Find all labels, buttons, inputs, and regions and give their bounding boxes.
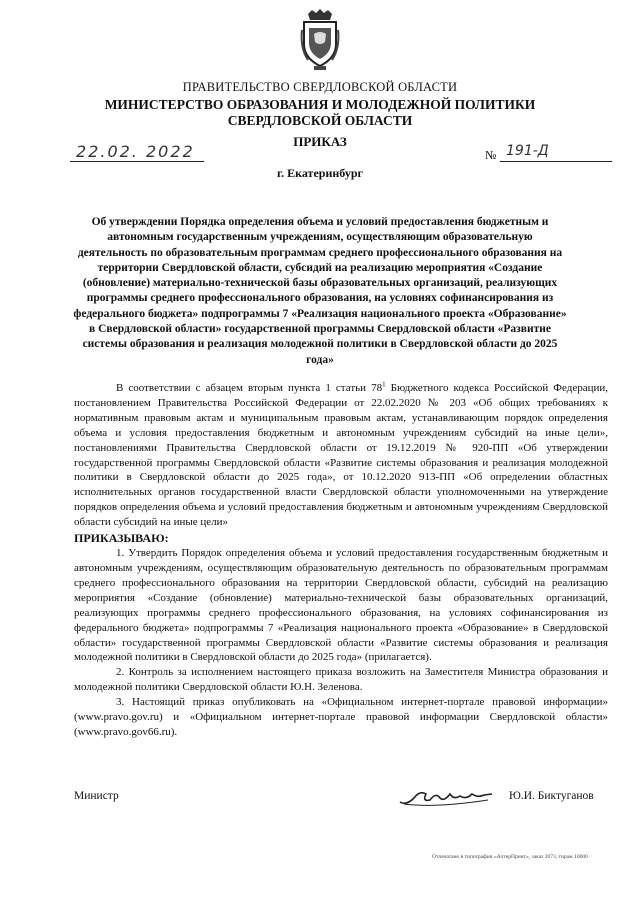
signatory-name: Ю.И. Биктуганов (509, 790, 594, 802)
preamble-superscript: 1 (382, 380, 386, 389)
order-item-1: 1. Утвердить Порядок определения объема и условий предоставления государственным бюджетным и автономным учреждениям, осуществляющим образовательную деятельность по образовательным программам среднего профессионального образования на территории Свердловской области, субсидий на реализацию мероприятия «Создание (обновление) материально-технической базы образовательных организаций, реализующих программы среднего профессионального образования, на условиях софинансирования из федерального бюджета» подпрограммы 7 «Реализация национального проекта «Образование» в Свердловской области» государственной программы Свердловской области «Развитие системы образования и реализация молодежной политики в Свердловской области до 2025 года» (прилагается). (74, 547, 608, 664)
order-date: 22.02. 2022 (70, 142, 204, 162)
number-label: № (485, 148, 497, 162)
print-footer: Отпечатано в типографии «АлтерПринт», заказ 2073, тираж 10000 (432, 854, 588, 860)
order-body (74, 381, 608, 740)
preamble-paragraph (74, 381, 608, 530)
city-name: г. Екатеринбург (277, 166, 363, 180)
coat-of-arms-emblem (300, 8, 340, 72)
document-type: ПРИКАЗ (293, 134, 347, 149)
handwritten-signature (396, 780, 496, 810)
order-item-2: 2. Контроль за исполнением настоящего приказа возложить на Заместителя Министра образования и молодежной политики Свердловской области Ю.Н. Зеленова. (74, 666, 608, 694)
government-name: ПРАВИТЕЛЬСТВО СВЕРДЛОВСКОЙ ОБЛАСТИ (182, 80, 458, 94)
order-title: Об утверждении Порядка определения объема и условий предоставления бюджетным и автономным государственным учреждениям, осуществляющим образовательную деятельность по образовательным программам среднего профессионального образования на территории Свердловской области, субсидий на реализацию мероприятия «Создание (обновление) материально-технической базы образовательных организаций, реализующих программы среднего профессионального образования, на условиях софинансирования из федерального бюджета» подпрограммы 7 «Реализация национального проекта «Образование» в Свердловской области» государственной программы Свердловской области «Развитие системы образования и реализация молодежной политики в Свердловской области до 2025 года» (73, 216, 567, 366)
preamble-text-part2: Бюджетного кодекса Российской Федерации, постановлением Правительства Российской Федерации от 22.02.2020 № 203 «Об общих требованиях к нормативным правовым актам и муниципальным правовым актам, устанавливающим порядок определения объема и условия предоставления бюджетным и автономным учреждениям субсидий на иные цели», постановлениями Правительства Свердловской области от 19.12.2019 № 920-ПП «Об утверждении государственной программы Свердловской области «Развитие системы образования и реализация молодежной политики в Свердловской области до 2025 года», от 10.12.2020 913-ПП «Об определении областных исполнительных органов государственной власти Свердловской области уполномоченными на утверждение порядков определения объема и условий предоставления бюджетным и автономным учреждениям Свердловской области субсидий на иные цели» (74, 382, 608, 529)
signatory-position: Министр (74, 790, 119, 802)
preamble-text-part1: В соответствии с абзацем вторым пункта 1 статьи 78 (116, 382, 383, 394)
order-word: ПРИКАЗЫВАЮ: (74, 531, 169, 546)
ministry-name-line1: МИНИСТЕРСТВО ОБРАЗОВАНИЯ И МОЛОДЕЖНОЙ ПОЛИТИКИ (104, 97, 536, 112)
order-number: 191-Д (500, 142, 612, 162)
order-item-3: 3. Настоящий приказ опубликовать на «Официальном интернет-портале правовой информации» (www.pravo.gov.ru) и «Официальном интернет-портале правовой информации Свердловской области» (www.pravo.gov66.ru). (74, 696, 608, 738)
ministry-name-line2: СВЕРДЛОВСКОЙ ОБЛАСТИ (227, 113, 413, 128)
